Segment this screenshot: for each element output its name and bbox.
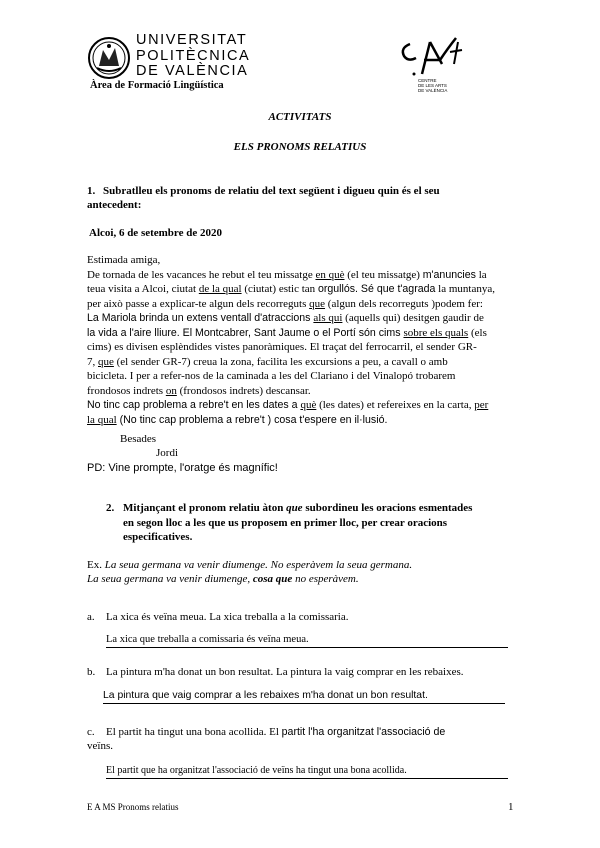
letter-line: la vida a l'aire lliure. El Montcabrer, Sant Jaume o el Portí són cims sobre els quals (els <box>87 326 487 339</box>
item-a-prompt: La xica és veïna meua. La xica treballa a la comissaria. <box>106 611 349 623</box>
upv-seal-logo <box>87 36 131 80</box>
letter-line: teua visita a Alcoi, ciutat de la qual (ciutat) estic tan orgullós. Sé que t'agrada la muntanya, <box>87 283 495 295</box>
letter-line: 7, que (el sender GR-7) creua la zona, facilita les excursions a peu, a cavall o amb <box>87 355 448 368</box>
example: Ex. La seua germana va venir diumenge. No esperàvem la seua germana. <box>87 559 413 571</box>
item-c-prompt: El partit ha tingut una bona acollida. El partit l'ha organitzat l'associació de <box>106 726 446 738</box>
example-answer: La seua germana va venir diumenge, cosa que no esperàvem. <box>87 573 359 585</box>
letter-closing: Besades <box>120 433 157 445</box>
letter-signature: Jordi <box>156 447 178 459</box>
item-c-answer[interactable]: El partit que ha organitzat l'associació de veïns ha tingut una bona acollida. <box>106 764 508 779</box>
exercise2-number: 2. <box>106 502 115 514</box>
exercise1-number: 1. <box>87 185 96 197</box>
letter-line: No tinc cap problema a rebre't en les dates a què (les dates) et refereixes en la carta, per <box>87 399 489 411</box>
item-b-answer[interactable]: La pintura que vaig comprar a les rebaixes m'ha donat un bon resultat. <box>103 689 505 704</box>
exercise1-instruction: Subratlleu els pronoms de relatiu del text següent i digueu quin és el seu <box>103 185 440 197</box>
item-c-letter: c. <box>87 726 95 738</box>
item-a-letter: a. <box>87 611 95 623</box>
letter-line: per això passe a explicar-te algun dels recorreguts que (algun dels recorreguts )podem fer: <box>87 297 483 310</box>
item-a-answer[interactable]: La xica que treballa a comissaria és veïna meua. <box>106 633 508 648</box>
item-c-prompt-l2: veïns. <box>87 740 113 752</box>
page-subtitle: ELS PRONOMS RELATIUS <box>233 141 367 153</box>
page-title: ACTIVITATS <box>268 111 332 123</box>
exercise1-instruction-l2: antecedent: <box>87 199 142 211</box>
right-logo: CENTRE DE LES ARTS DE VALÈNCIA <box>396 34 480 94</box>
letter-line: bicicleta. I per a refer-nos de la caminada a les del Clariano i del Vinalopó trobarem <box>87 370 456 382</box>
letter-line: la qual (No tinc cap problema a rebre't ) cosa t'espere en il·lusió. <box>87 413 388 426</box>
letter-line: La Mariola brinda un extens ventall d'atraccions als qui (aquells qui) desitgen gaudir de <box>87 312 484 324</box>
letter-greeting: Estimada amiga, <box>87 254 161 266</box>
letter-date: Alcoi, 6 de setembre de 2020 <box>89 227 222 239</box>
letter-body <box>87 253 517 427</box>
item-b-prompt: La pintura m'ha donat un bon resultat. La pintura la vaig comprar en les rebaixes. <box>106 666 464 678</box>
letter-line: De tornada de les vacances he rebut el teu missatge en què (el teu missatge) m'anuncies la <box>87 268 487 281</box>
letter-line: cims) es divisen esplèndides vistes panoràmiques. El traçat del ferrocarril, el sender GR- <box>87 341 477 353</box>
letter-line: frondosos indrets on (frondosos indrets) descansar. <box>87 384 311 397</box>
university-name: UNIVERSITAT POLITÈCNICA DE VALÈNCIA <box>136 32 251 79</box>
letter-ps: PD: Vine prompte, l'oratge és magnífic! <box>87 462 278 474</box>
item-b-letter: b. <box>87 666 96 678</box>
exercise2-instruction: Mitjançant el pronom relatiu àton que subordineu les oracions esmentades en segon lloc a les que us proposem en primer lloc, per crear oracions especificatives. <box>123 502 473 543</box>
area-label: Àrea de Formació Lingüística <box>90 80 224 91</box>
page-number: 1 <box>508 801 514 813</box>
footer-label: E A MS Pronoms relatius <box>87 802 179 812</box>
